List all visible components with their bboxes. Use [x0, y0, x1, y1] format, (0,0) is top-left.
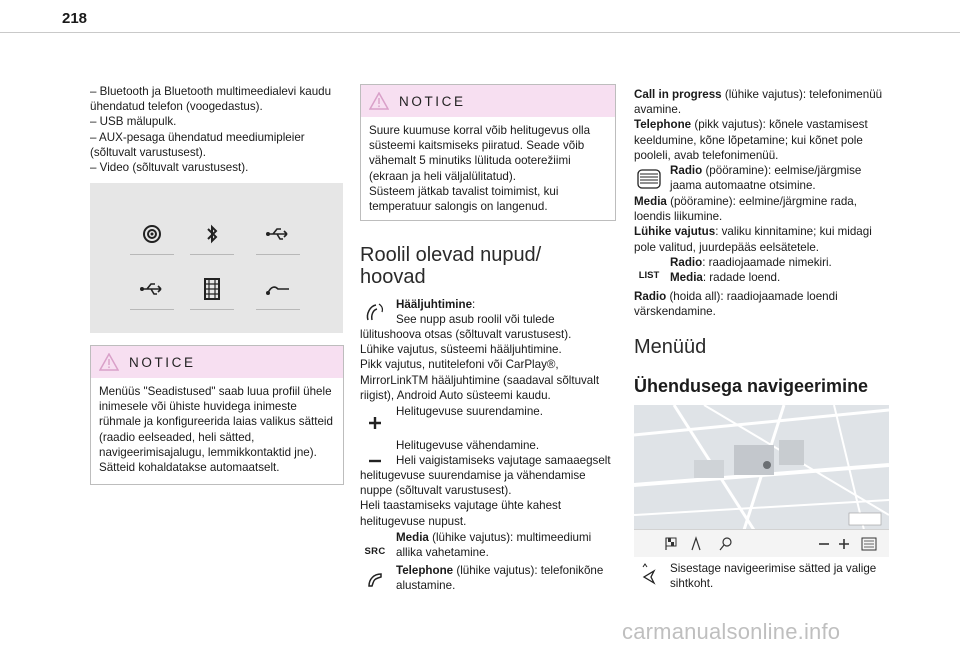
list-text: : radade loend.	[702, 271, 781, 285]
call-bold: Telephone	[634, 118, 692, 132]
call-bold: Call in progress	[634, 88, 722, 101]
aux-jack-icon	[256, 274, 300, 304]
map-menu-icon[interactable]	[862, 538, 876, 550]
plus-icon	[360, 412, 390, 434]
refresh-text: (hoida all): raadiojaamade loendi	[666, 290, 838, 303]
phone-text: (lühike vajutus): telefonikõne	[453, 564, 604, 577]
source-list	[90, 84, 344, 175]
volume-down-text: Helitugevuse vähendamine.	[396, 439, 540, 452]
call-text: avamine.	[634, 103, 682, 117]
section-title-line: Roolil olevad nupud/	[360, 244, 542, 266]
usb-icon	[130, 274, 174, 304]
notice-box-settings	[90, 345, 344, 485]
list-bold: Radio	[670, 256, 703, 269]
radio-refresh-block	[634, 289, 890, 319]
video-film-icon	[190, 274, 234, 304]
list-text: : raadiojaamade nimekiri.	[702, 256, 832, 269]
checkered-flag-icon[interactable]	[666, 538, 676, 550]
voice-text: Lühike vajutus, süsteemi hääljuhtimine.	[360, 343, 562, 357]
zoom-in-icon[interactable]	[839, 539, 849, 549]
compass-north-icon[interactable]	[692, 538, 700, 550]
notice-text: Menüüs "Seadistused" saab luua profiil ühele	[99, 385, 332, 398]
radio-text: (pööramine): eelmise/järgmise	[702, 164, 862, 177]
notice-text: navigeerimisajalugu, lemmikkontaktid jne).	[99, 445, 317, 459]
list-item: – AUX-pesaga ühendatud meediumipleier	[90, 130, 305, 144]
media-rotate-block	[634, 194, 890, 255]
voice-command-icon	[360, 301, 390, 323]
page-number: 218	[62, 10, 88, 27]
nav-description: sihtkoht.	[670, 577, 714, 591]
notice-text: süsteemi kaitsmiseks piiratud. Seade võib	[369, 139, 585, 153]
source-icons-panel	[90, 183, 343, 333]
section-title-menus: Menüüd	[634, 336, 707, 358]
src-text: (lühike vajutus): multimeediumi	[428, 531, 592, 544]
notice-text: inimesele või ühiste huvidega inimeste	[99, 400, 297, 414]
src-label-icon: SRC	[364, 545, 386, 557]
radio-text: jaama automaatne otsimine.	[670, 179, 816, 193]
radio-bold: Radio	[670, 164, 703, 177]
voice-label: Hääljuhtimine	[396, 298, 473, 311]
call-text: keeldumine, kõne lõpetamine; kui kõnet pole	[634, 133, 863, 147]
warning-icon	[369, 92, 389, 110]
voice-description	[360, 327, 616, 403]
watermark: carmanualsonline.info	[622, 619, 841, 644]
search-pin-icon[interactable]	[720, 538, 731, 550]
notice-text: (raadio eelseaded, heli sätted,	[99, 430, 255, 444]
volume-down-text: Heli vaigistamiseks vajutage samaaegselt	[396, 454, 611, 468]
notice-text: temperatuur salongis on langenud.	[369, 200, 548, 214]
notice-text: vähemalt 5 minutiks lülituda ooterežiimi	[369, 154, 571, 168]
src-text: allika vahetamine.	[396, 546, 489, 560]
section-title-steering-controls	[360, 244, 541, 288]
voice-text: Pikk vajutus, nutitelefoni või CarPlay®,	[360, 358, 559, 372]
usb-icon	[256, 219, 300, 249]
notice-header	[361, 85, 615, 117]
notice-text: (ekraan ja heli väljalülitatud).	[369, 169, 516, 183]
volume-text: helitugevuse suurendamise ja vähendamise	[360, 469, 586, 482]
map-toolbar	[634, 529, 889, 557]
list-item: ühendatud telefon (voogedastus).	[90, 100, 263, 114]
short-text: : valiku kinnitamine; kui midagi	[715, 225, 872, 239]
phone-icon	[360, 569, 390, 591]
phone-text: alustamine.	[396, 579, 456, 593]
voice-text: riigist), Android Auto süsteemi kaudu.	[360, 388, 551, 402]
notice-text: Suure kuumuse korral võib helitugevus olla	[369, 124, 591, 137]
radio-antenna-icon	[130, 219, 174, 249]
media-bold: Media	[634, 195, 667, 208]
bluetooth-icon	[190, 219, 234, 249]
media-text: (pööramine): eelmine/järgmine rada,	[666, 195, 857, 208]
thumbwheel-icon	[634, 168, 664, 190]
navigation-map-screenshot	[634, 405, 889, 557]
list-item: – Bluetooth ja Bluetooth multimeedialevi kaudu	[90, 85, 332, 98]
call-text: pooleli, avab telefonimenüü.	[634, 148, 779, 162]
notice-title: NOTICE	[399, 93, 466, 109]
voice-text: lülitushoova otsas (sõltuvalt varustusest).	[360, 328, 572, 341]
notice-text: rühmale ja konfigureerida laias valikus sätteid	[99, 415, 333, 429]
list-item: – Video (sõltuvalt varustusest).	[90, 161, 249, 175]
call-in-progress-block	[634, 87, 890, 163]
notice-title: NOTICE	[129, 354, 196, 370]
list-item: – USB mälupulk.	[90, 115, 177, 129]
section-title-line: hoovad	[360, 266, 426, 288]
src-bold: Media	[396, 531, 429, 544]
voice-text: MirrorLinkTM hääljuhtimine (saadaval sõltuvalt	[360, 373, 600, 387]
notice-text: Süsteem jätkab tavalist toimimist, kui	[369, 184, 559, 198]
volume-text: nuppe (sõltuvalt varustusest).	[360, 484, 512, 498]
volume-text: Heli taastamiseks vajutage ühte kahest	[360, 499, 562, 513]
list-item: (sõltuvalt varustusest).	[90, 145, 206, 159]
notice-text: Sätteid kohaldatakse automaatselt.	[99, 461, 280, 475]
volume-text: helitugevuse nupust.	[360, 514, 467, 528]
notice-header	[91, 346, 343, 378]
call-text: (pikk vajutus): kõnele vastamisest	[691, 118, 868, 132]
notice-box-heat	[360, 84, 616, 221]
volume-down-description	[360, 468, 616, 529]
map-illustration	[634, 405, 889, 530]
short-bold: Lühike vajutus	[634, 225, 716, 239]
media-text: loendis liikumine.	[634, 210, 723, 224]
nav-description: Sisestage navigeerimise sätted ja valige	[670, 562, 877, 575]
voice-text: See nupp asub roolil või tulede	[396, 313, 555, 327]
heading-connected-navigation: Ühendusega navigeerimine	[634, 376, 869, 396]
short-text: pole valitud, juurdepääs eelsätetele.	[634, 240, 819, 254]
list-bold: Media	[670, 271, 703, 285]
refresh-text: värskendamine.	[634, 305, 716, 319]
navigation-arrow-icon	[634, 563, 664, 585]
phone-bold: Telephone	[396, 564, 454, 577]
volume-up-text: Helitugevuse suurendamine.	[396, 405, 543, 418]
refresh-bold: Radio	[634, 290, 667, 303]
voice-colon: :	[472, 298, 476, 311]
call-text: (lühike vajutus): telefonimenüü	[721, 88, 883, 101]
top-divider	[0, 32, 960, 33]
warning-icon	[99, 353, 119, 371]
list-label-icon: LIST	[638, 269, 660, 281]
